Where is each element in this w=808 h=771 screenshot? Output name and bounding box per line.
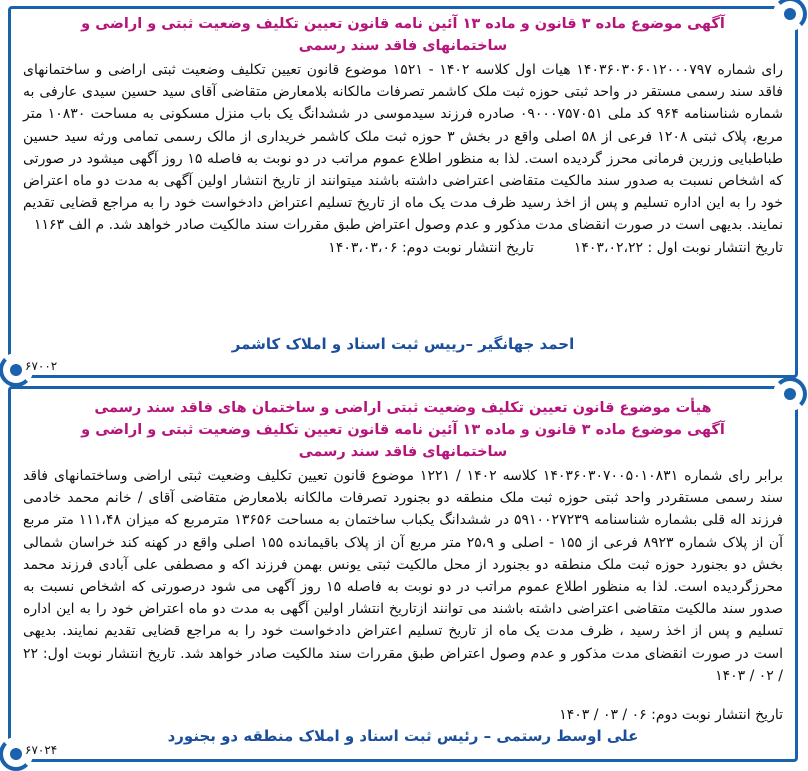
notice-kashmar [8,6,798,378]
notice-heading: هیأت موضوع قانون تعیین تکلیف وضعیت ثبتی اراضی و ساختمان های فاقد سند رسمی [94,400,712,416]
notice-code: ۶۷۰۰۲ [25,359,58,373]
notice-title: آگهی موضوع ماده ۳ قانون و ماده ۱۳ آئین نامه قانون تعیین تکلیف وضعیت ثبتی و اراضی و ساختمانهای فاقد سند رسمی [81,16,725,54]
corner-ornament [773,0,807,31]
signature: علی اوسط رستمی – رئیس ثبت اسناد و املاک منطقه دو بجنورد [167,727,639,745]
signature-row [71,335,735,375]
notice-title: آگهی موضوع ماده ۳ قانون و ماده ۱۳ آئین نامه قانون تعیین تکلیف وضعیت ثبتی و اراضی و ساختمانهای فاقد سند رسمی [81,422,725,460]
notice-body: رای شماره ۱۴۰۳۶۰۳۰۶۰۱۲۰۰۰۷۹۷ هیات اول کلاسه ۱۴۰۲ - ۱۵۲۱ موضوع قانون تعیین تکلیف وضعیت ثبتی اراضی و ساختمانهای فاقد سند رسمی مستقر در واحد ثبتی حوزه ثبت ملک کاشمر تصرفات مالکانه بلامعارض متقاضی آقای سید حسین سیدی عارفی به شماره شناسنامه ۹۶۴ کد ملی ۰۹۰۰۰۷۵۷۰۵۱ صادره فرزند سیدموسی در ششدانگ یک باب منزل مسکونی به مساحت ۱۰۸۳۰ متر مربع، پلاک ثبتی ۱۲۰۸ فرعی از ۵۸ اصلی واقع در بخش ۳ حوزه ثبت ملک کاشمر خریداری از مالک رسمی تمامی ورثه سید حسین طباطبایی وزرین فرمانی محرز گردیده است. لذا به منظور اطلاع عموم مراتب در دو نوبت به فاصله ۱۵ روز آگهی میشود در صورتی که اشخاص نسبت به صدور سند مالکیت متقاضی اعتراضی داشته باشند میتوانند از تاریخ انتشار اولین آگهی به مدت دو ماه اعتراض خود را به این اداره تسلیم و پس از اخذ رسید ظرف مدت یک ماه از تاریخ تسلیم اعتراض دادخواست خود را به مراجع قضایی تقدیم نمایند. بدیهی است در صورت انقضای مدت مذکور و عدم وصول اعتراض طبق مقررات سند مالکیت صادر خواهد شد. م الف ۱۱۶۳ [23,62,783,234]
corner-ornament [773,377,807,411]
publication-dates [23,237,783,259]
signature-row [11,723,795,747]
date-second: تاریخ انتشار نوبت دوم: ۰۶ / ۰۳ / ۱۴۰۳ [559,707,783,723]
notice-bojnourd [8,386,798,762]
signature: احمد جهانگیر –رییس ثبت اسناد و املاک کاشمر [231,335,575,353]
date-first: تاریخ انتشار نوبت اول : ۱۴۰۳،۰۲،۲۲ [573,239,783,256]
notice-body: برابر رای شماره ۱۴۰۳۶۰۳۰۷۰۰۵۰۱۰۸۳۱ کلاسه ۱۴۰۲ / ۱۲۲۱ موضوع قانون تعیین تکلیف وضعیت ثبتی اراضی وساختمانهای فاقد سند رسمی مستقردر واحد ثبتی حوزه ثبت ملک منطقه دو بجنورد تصرفات مالکانه بلامعارض متقاضی آقای / خانم محمد خادمی فرزند اله قلی بشماره شناسنامه ۵۹۱۰۰۲۷۲۳۹ در ششدانگ یکباب ساختمان به مساحت ۱۳۶۵۶ مترمربع که میزان ۱۱۱،۴۸ متر مربع آن از پلاک شماره ۸۹۲۳ فرعی از ۱۵۵ - اصلی و ۲۵،۹ متر مربع آن از پلاک باقیمانده ۱۵۵ اصلی واقع در کهنه کند خراسان شمالی بخش دو بجنورد حوزه ثبت ملک منطقه دو بجنورد از محل مالکیت ثبتی یونس بهمن فرزند اکه و مصطفی علی آبادی فرزند محمد محرزگردیده است. لذا به منظور اطلاع عموم مراتب در دو نوبت به فاصله ۱۵ روز آگهی می شود درصورتی که اشخاص نسبت به صدور سند مالکیت متقاضی اعتراضی داشته باشند می توانند ازتاریخ انتشار اولین آگهی به مدت دو ماه اعتراض خود را به این اداره تسلیم و پس از اخذ رسید ، ظرف مدت یک ماه از تاریخ تسلیم اعتراض دادخواست خود را به مراجع قضایی تقدیم نمایند. بدیهی است در صورت انقضای مدت مذکور و عدم وصول اعتراض طبق مقررات سند مالکیت صادر خواهد شد. تاریخ انتشار نوبت اول: ۲۲ / ۰۲ / ۱۴۰۳ [23,468,784,684]
date-second: تاریخ انتشار نوبت دوم: ۱۴۰۳،۰۳،۰۶ [328,239,534,256]
notice-code: ۶۷۰۲۴ [25,743,58,757]
